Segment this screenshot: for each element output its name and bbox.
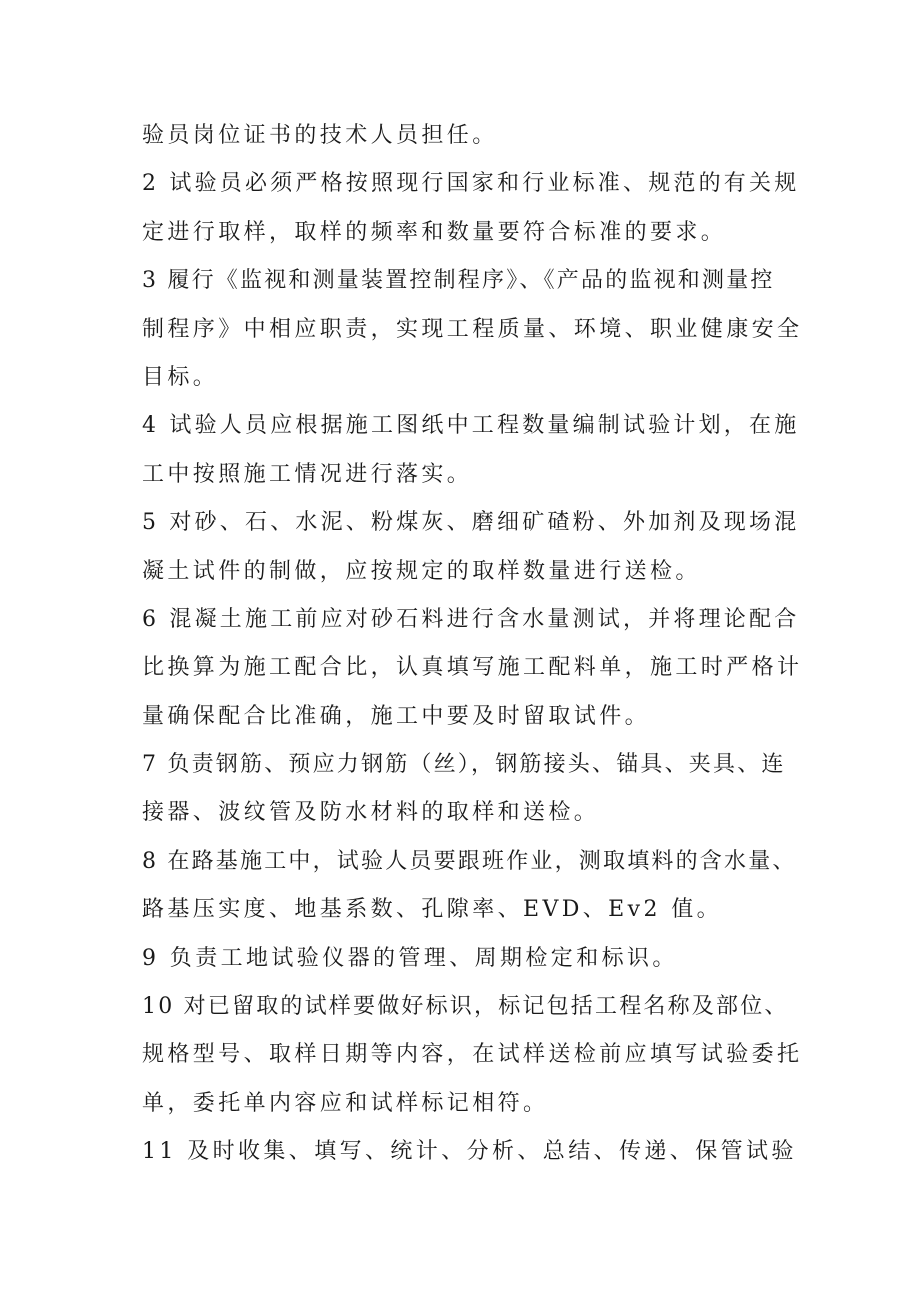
text-line: 制程序》中相应职责，实现工程质量、环境、职业健康安全 <box>142 316 803 342</box>
text-line: 验员岗位证书的技术人员担任。 <box>142 123 498 148</box>
text-line: 凝土试件的制做，应按规定的取样数量进行送检。 <box>142 558 701 584</box>
text-line: 量确保配合比准确，施工中要及时留取试件。 <box>142 703 651 729</box>
text-line: 接器、波纹管及防水材料的取样和送检。 <box>142 800 600 826</box>
text-line: 7 负责钢筋、预应力钢筋（丝），钢筋接头、锚具、夹具、连 <box>142 752 786 778</box>
text-line: 6 混凝土施工前应对砂石料进行含水量测试，并将理论配合 <box>142 606 800 632</box>
text-line: 路基压实度、地基系数、孔隙率、EVD、Ev2 值。 <box>142 897 723 923</box>
text-line: 5 对砂、石、水泥、粉煤灰、磨细矿碴粉、外加剂及现场混 <box>142 510 800 536</box>
text-line: 11 及时收集、填写、统计、分析、总结、传递、保管试验 <box>142 1139 797 1165</box>
text-line: 4 试验人员应根据施工图纸中工程数量编制试验计划，在施 <box>142 413 800 439</box>
text-line: 单，委托单内容应和试样标记相符。 <box>142 1090 549 1116</box>
text-line: 3 履行《监视和测量装置控制程序》、《产品的监视和测量控 <box>142 268 775 294</box>
text-line: 目标。 <box>142 364 219 390</box>
text-line: 10 对已留取的试样要做好标识，标记包括工程名称及部位、 <box>142 994 789 1020</box>
text-line: 2 试验员必须严格按照现行国家和行业标准、规范的有关规 <box>142 171 800 197</box>
text-line: 工中按照施工情况进行落实。 <box>142 461 473 487</box>
text-line: 比换算为施工配合比，认真填写施工配料单，施工时严格计 <box>142 655 803 681</box>
text-line: 8 在路基施工中，试验人员要跟班作业，测取填料的含水量、 <box>142 848 797 874</box>
text-line: 9 负责工地试验仪器的管理、周期检定和标识。 <box>142 945 678 971</box>
text-line: 规格型号、取样日期等内容，在试样送检前应填写试验委托 <box>142 1042 803 1068</box>
document-body <box>142 112 802 1177</box>
text-line: 定进行取样，取样的频率和数量要符合标准的要求。 <box>142 219 727 245</box>
